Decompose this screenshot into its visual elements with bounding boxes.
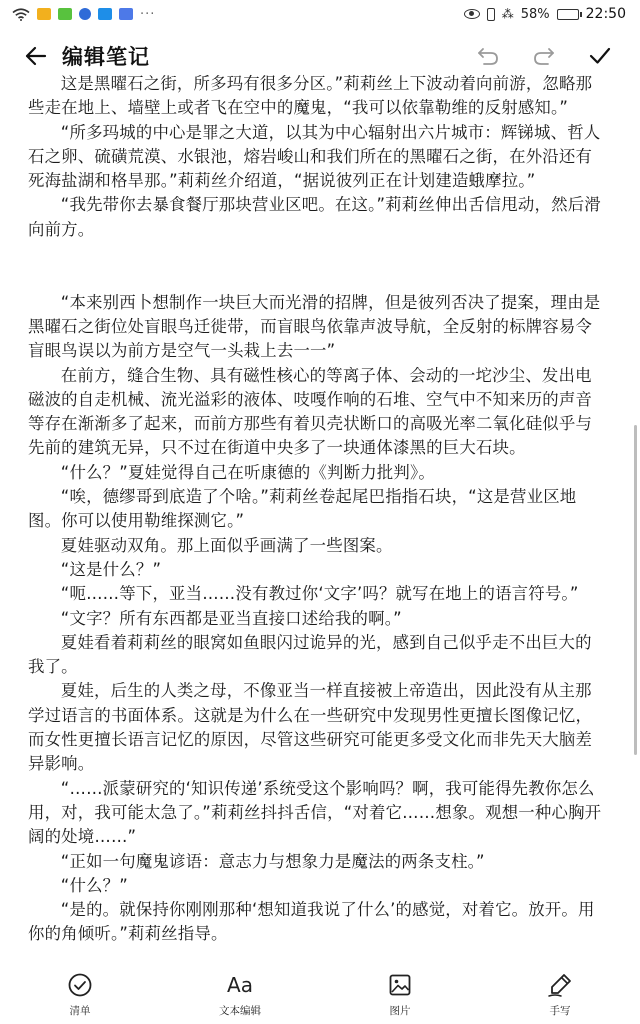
scrollbar[interactable] <box>634 425 637 755</box>
checklist-icon <box>67 972 93 998</box>
handwriting-icon <box>547 972 573 998</box>
clock: 22:50 <box>585 6 626 22</box>
battery-icon <box>557 9 579 20</box>
page-title: 编辑笔记 <box>62 45 150 69</box>
checklist-label: 清单 <box>69 1004 91 1017</box>
image-icon <box>388 973 412 997</box>
status-right <box>464 6 626 22</box>
note-paragraph: “呃……等下，亚当……没有教过你‘文字’吗？就写在地上的语言符号。” <box>60 584 579 604</box>
note-paragraph: “什么？”夏娃觉得自己在听康德的《判断力批判》。 <box>60 462 435 482</box>
more-notifications-icon: ··· <box>140 6 156 22</box>
note-paragraph: 夏娃，后生的人类之母，不像亚当一样直接被上帝造出，因此没有从主那学过语言的书面体系。这就是为什么在一些研究中发现男性更擅长图像记忆，而女性更擅长语言记忆的原因，尽管这些研究可能更多受文化而非先天大脑差异影响。 <box>28 681 593 774</box>
note-body[interactable] <box>28 72 606 947</box>
text-format-icon: Aa <box>227 972 253 997</box>
redo-icon <box>532 45 556 67</box>
notification-app-icon <box>58 8 72 20</box>
notification-app-icon <box>37 8 51 20</box>
status-bar <box>0 0 640 28</box>
blank-line <box>28 242 606 291</box>
notification-app-icon <box>119 8 133 20</box>
note-paragraph: “这是什么？” <box>60 559 162 579</box>
note-paragraph: “我先带你去暴食餐厅那块营业区吧。在这。”莉莉丝伸出舌信甩动，然后滑向前方。 <box>28 195 601 239</box>
note-paragraph: 夏娃看着莉莉丝的眼窝如鱼眼闪过诡异的光，感到自己似乎走不出巨大的我了。 <box>28 632 592 677</box>
note-paragraph: “什么？” <box>60 875 128 895</box>
wifi-icon <box>12 8 30 21</box>
back-button[interactable] <box>18 38 54 74</box>
image-button[interactable] <box>340 971 460 1018</box>
battery-percent: 58% <box>520 6 550 22</box>
undo-icon <box>476 45 500 67</box>
status-left <box>12 7 155 22</box>
signal-icon: ⁂ <box>501 7 514 21</box>
bottom-toolbar <box>0 964 640 1024</box>
undo-button[interactable] <box>466 36 510 76</box>
eye-comfort-icon <box>464 9 480 19</box>
handwriting-label: 手写 <box>549 1004 571 1017</box>
note-paragraph: “正如一句魔鬼谚语：意志力与想象力是魔法的两条支柱。” <box>60 851 485 871</box>
note-paragraph: 夏娃驱动双角。那上面似乎画满了一些图案。 <box>60 535 393 555</box>
vibrate-icon <box>487 8 495 21</box>
note-paragraph: “文字？所有东西都是亚当直接口述给我的啊。” <box>60 608 402 628</box>
note-paragraph: 这是黑曜石之街，所多玛有很多分区。”莉莉丝上下波动着向前游，忽略那些走在地上、墙壁上或者飞在空中的魔鬼，“我可以依靠勒维的反射感知。” <box>28 74 593 118</box>
note-paragraph: “……派蒙研究的‘知识传递’系统受这个影响吗？啊，我可能得先教你怎么用，对，我可能太急了。”莉莉丝抖抖舌信，“对着它……想象。观想一种心胸开阔的处境……” <box>28 778 602 847</box>
redo-button[interactable] <box>522 36 566 76</box>
image-label: 图片 <box>389 1004 411 1017</box>
checklist-button[interactable] <box>20 971 140 1018</box>
notification-app-icon <box>98 8 112 20</box>
note-paragraph: “是的。就保持你刚刚那种‘想知道我说了什么’的感觉，对着它。放开。用你的角倾听。”莉莉丝指导。 <box>28 900 595 944</box>
text-format-label: 文本编辑 <box>219 1004 261 1017</box>
note-editor[interactable] <box>0 72 632 962</box>
handwriting-button[interactable] <box>500 971 620 1018</box>
note-paragraph: 在前方，缝合生物、具有磁性核心的等离子体、会动的一坨沙尘、发出电磁波的自走机械、流光溢彩的液体、吱嘎作响的石堆、空气中不知来历的声音等存在渐渐多了起来，而前方那些有着贝壳状断口的高吸光率二氧化硅似乎与先前的建筑无异，只不过在街道中央多了一块通体漆黑的巨大石块。 <box>28 365 593 458</box>
notification-app-icon <box>79 8 91 20</box>
save-button[interactable] <box>578 36 622 76</box>
text-format-button[interactable] <box>180 971 300 1018</box>
arrow-left-icon <box>24 44 48 68</box>
note-paragraph: “本来别西卜想制作一块巨大而光滑的招牌，但是彼列否决了提案，理由是黑曜石之街位处盲眼鸟迁徙带，而盲眼鸟依靠声波导航，全反射的标牌容易令盲眼鸟误以为前方是空气一头栽上去一一” <box>28 292 601 361</box>
note-paragraph: “所多玛城的中心是罪之大道，以其为中心辐射出六片城市：辉锑城、哲人石之卵、硫磺荒漠、水银池，熔岩峻山和我们所在的黑曜石之街，在外沿还有死海盐湖和格旱那。”莉莉丝介绍道，“据说彼列正在计划建造蛾摩拉。” <box>28 122 601 191</box>
checkmark-icon <box>588 45 612 67</box>
note-paragraph: “唉，德缪哥到底造了个啥。”莉莉丝卷起尾巴指指石块，“这是营业区地图。你可以使用勒维探测它。” <box>28 487 577 531</box>
